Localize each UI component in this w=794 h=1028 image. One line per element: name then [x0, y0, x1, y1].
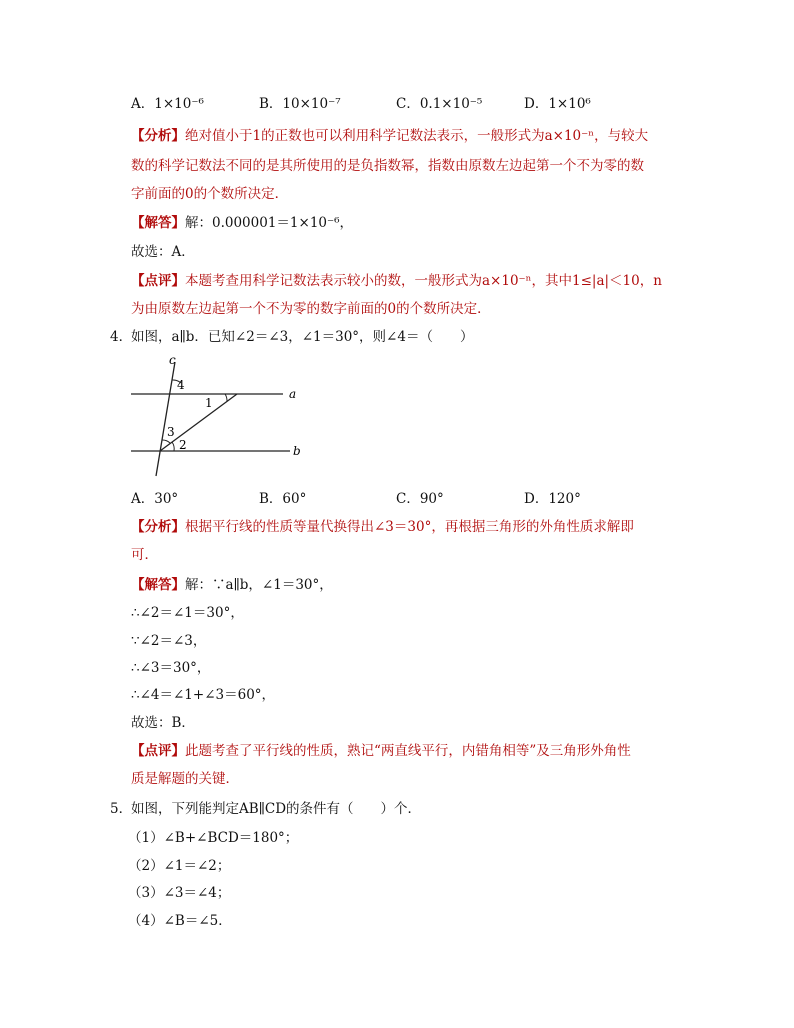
angle-2-arc	[172, 442, 174, 451]
q3-answer-line: 【解答】解：0.000001＝1×10⁻⁶，	[131, 215, 354, 231]
label-angle-1: 1	[205, 396, 213, 410]
q4-option-b: B．60°	[259, 491, 307, 507]
q4-option-a: A．30°	[131, 491, 179, 507]
q3-option-c: C．0.1×10⁻⁵	[396, 96, 483, 112]
transversal-segment	[160, 394, 237, 451]
q3-analysis-line-3: 字前面的0的个数所决定．	[131, 186, 289, 202]
q4-figure	[125, 348, 315, 480]
q4-answer-line-6: 故选：B．	[131, 715, 195, 731]
q5-condition-3: （3）∠3＝∠4；	[128, 885, 231, 901]
q5-condition-4: （4）∠B＝∠5．	[128, 913, 232, 929]
label-angle-2: 2	[179, 438, 187, 452]
label-b: b	[293, 444, 301, 458]
q3-analysis-tag: 【分析】	[131, 128, 185, 144]
q4-answer-line-2: ∴∠2＝∠1＝30°，	[131, 605, 244, 621]
q3-analysis-line-1: 【分析】绝对值小于1的正数也可以利用科学记数法表示，一般形式为a×10⁻ⁿ，与较大	[131, 128, 649, 144]
q4-answer-line-3: ∵∠2＝∠3，	[131, 633, 207, 649]
q3-comment-tag: 【点评】	[131, 273, 185, 289]
label-angle-3: 3	[167, 425, 175, 439]
q4-answer-line-5: ∴∠4＝∠1+∠3＝60°，	[131, 687, 276, 703]
q4-analysis-line-2: 可．	[131, 547, 158, 563]
q4-option-c: C．90°	[396, 491, 444, 507]
q4-answer-line-4: ∴∠3＝30°，	[131, 660, 211, 676]
q3-answer-tag: 【解答】	[131, 215, 185, 231]
q3-analysis-line-2: 数的科学记数法不同的是其所使用的是负指数幂，指数由原数左边起第一个不为零的数	[131, 158, 644, 174]
q4-answer-tag: 【解答】	[131, 577, 185, 593]
q5-stem: 如图，下列能判定AB∥CD的条件有（ ）个．	[131, 801, 422, 817]
q4-option-d: D．120°	[524, 491, 581, 507]
label-c: c	[169, 353, 176, 367]
label-angle-4: 4	[177, 378, 185, 392]
q5-number: 5．	[110, 801, 133, 817]
label-a: a	[289, 387, 297, 401]
q5-condition-1: （1）∠B+∠BCD＝180°；	[128, 830, 299, 846]
line-c	[156, 362, 175, 476]
q3-option-a: A．1×10⁻⁶	[131, 96, 204, 112]
q3-option-d: D．1×10⁶	[524, 96, 591, 112]
q4-number: 4．	[110, 329, 133, 345]
q4-answer-line-1: 【解答】解：∵a∥b，∠1＝30°，	[131, 577, 333, 593]
q3-choice: 故选：A．	[131, 244, 195, 260]
q4-comment-line-1: 【点评】此题考查了平行线的性质，熟记“两直线平行，内错角相等”及三角形外角性	[131, 743, 631, 759]
q3-comment-line-1: 【点评】本题考查用科学记数法表示较小的数，一般形式为a×10⁻ⁿ，其中1≤|a|＜10，n	[131, 273, 662, 289]
q4-analysis-line-1: 【分析】根据平行线的性质等量代换得出∠3＝30°，再根据三角形的外角性质求解即	[131, 519, 634, 535]
angle-3-arc	[162, 440, 170, 443]
q4-comment-line-2: 质是解题的关键．	[131, 771, 239, 787]
q3-option-b: B．10×10⁻⁷	[259, 96, 341, 112]
q5-condition-2: （2）∠1＝∠2；	[128, 858, 231, 874]
q4-comment-tag: 【点评】	[131, 743, 185, 759]
q3-comment-line-2: 为由原数左边起第一个不为零的数字前面的0的个数所决定．	[131, 301, 491, 317]
q4-analysis-tag: 【分析】	[131, 519, 185, 535]
angle-1-arc	[225, 394, 227, 401]
q4-stem: 如图，a∥b．已知∠2＝∠3，∠1＝30°，则∠4＝（ ）	[131, 329, 474, 345]
